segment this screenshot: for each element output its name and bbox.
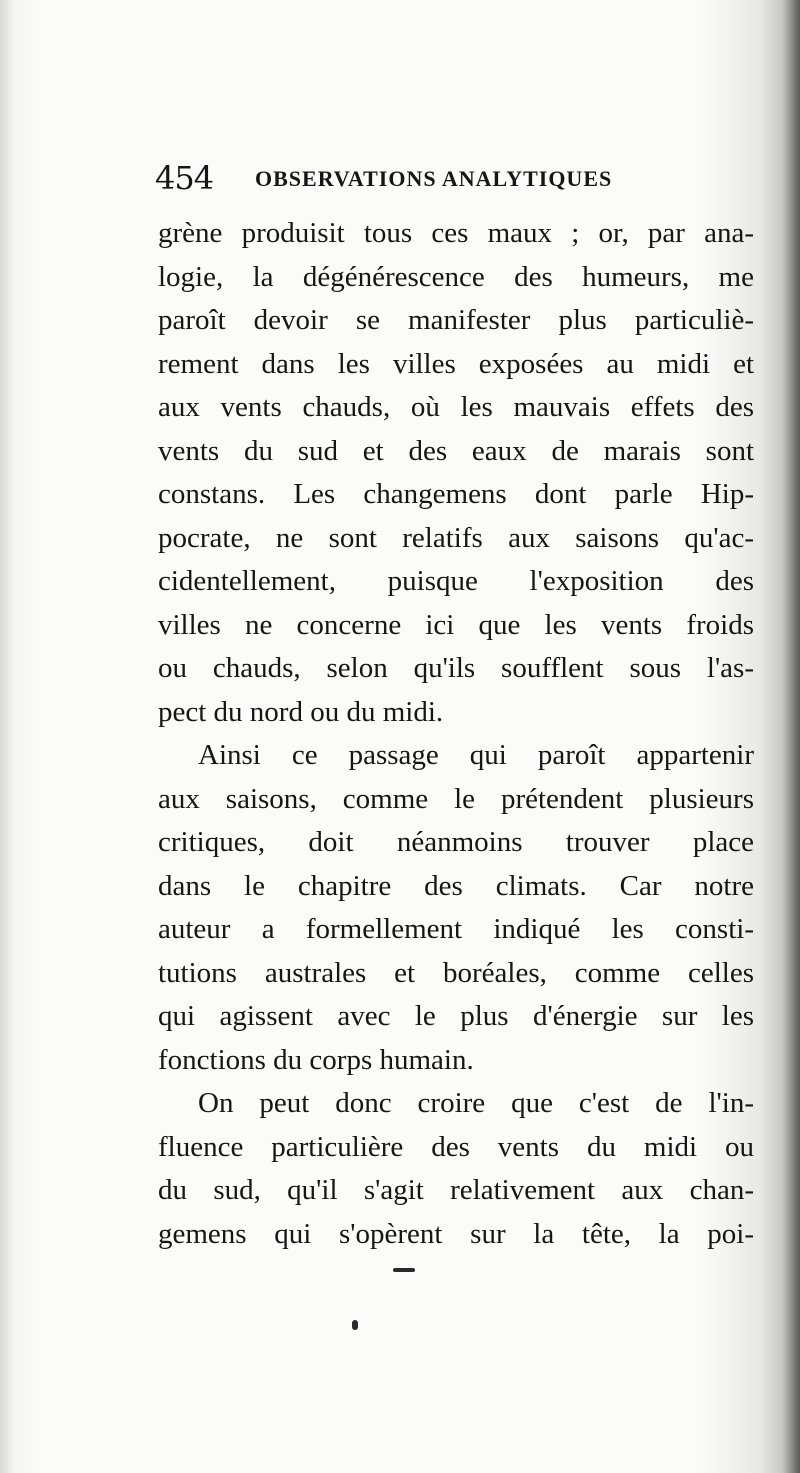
text-line: On peut donc croire que c'est de l'in- — [198, 1087, 754, 1119]
text-line: ou chauds, selon qu'ils soufflent sous l'as- — [158, 652, 754, 684]
text-line: du sud, qu'il s'agit relativement aux chan- — [158, 1174, 754, 1206]
text-line: rement dans les villes exposées au midi et — [158, 347, 754, 380]
ink-dash-mark — [393, 1268, 415, 1272]
ink-dot-mark — [352, 1320, 358, 1330]
running-head: OBSERVATIONS ANALYTIQUES — [255, 166, 613, 191]
text-line: vents du sud et des eaux de marais sont — [158, 434, 754, 467]
page-binding-shadow — [782, 0, 800, 1473]
body-text — [158, 212, 754, 1256]
text-line: paroît devoir se manifester plus particuliè- — [158, 304, 754, 336]
text-line: aux saisons, comme le prétendent plusieurs — [158, 782, 754, 815]
text-line: auteur a formellement indiqué les consti- — [158, 913, 754, 945]
text-line: qui agissent avec le plus d'énergie sur les — [158, 1000, 754, 1032]
text-line: pect du nord ou du midi. — [158, 695, 444, 728]
text-line: pocrate, ne sont relatifs aux saisons qu'ac- — [158, 521, 754, 554]
text-line: fonctions du corps humain. — [158, 1043, 474, 1076]
text-line: constans. Les changemens dont parle Hip- — [158, 478, 754, 510]
text-line: logie, la dégénérescence des humeurs, me — [158, 260, 754, 293]
page-number: 454 — [155, 159, 214, 197]
text-line: cidentellement, puisque l'exposition des — [158, 565, 754, 597]
page-header — [155, 158, 755, 198]
text-line: grène produisit tous ces maux ; or, par ana- — [158, 217, 754, 249]
text-line: fluence particulière des vents du midi ou — [158, 1130, 754, 1163]
text-line: gemens qui s'opèrent sur la tête, la poi- — [158, 1217, 754, 1250]
text-line: dans le chapitre des climats. Car notre — [158, 869, 754, 902]
text-line: critiques, doit néanmoins trouver place — [158, 826, 754, 858]
page-left-edge — [0, 0, 14, 1473]
text-line: villes ne concerne ici que les vents froids — [158, 608, 754, 641]
text-line: tutions australes et boréales, comme celles — [158, 956, 754, 989]
text-line: aux vents chauds, où les mauvais effets des — [158, 391, 754, 423]
text-line: Ainsi ce passage qui paroît appartenir — [198, 739, 754, 771]
